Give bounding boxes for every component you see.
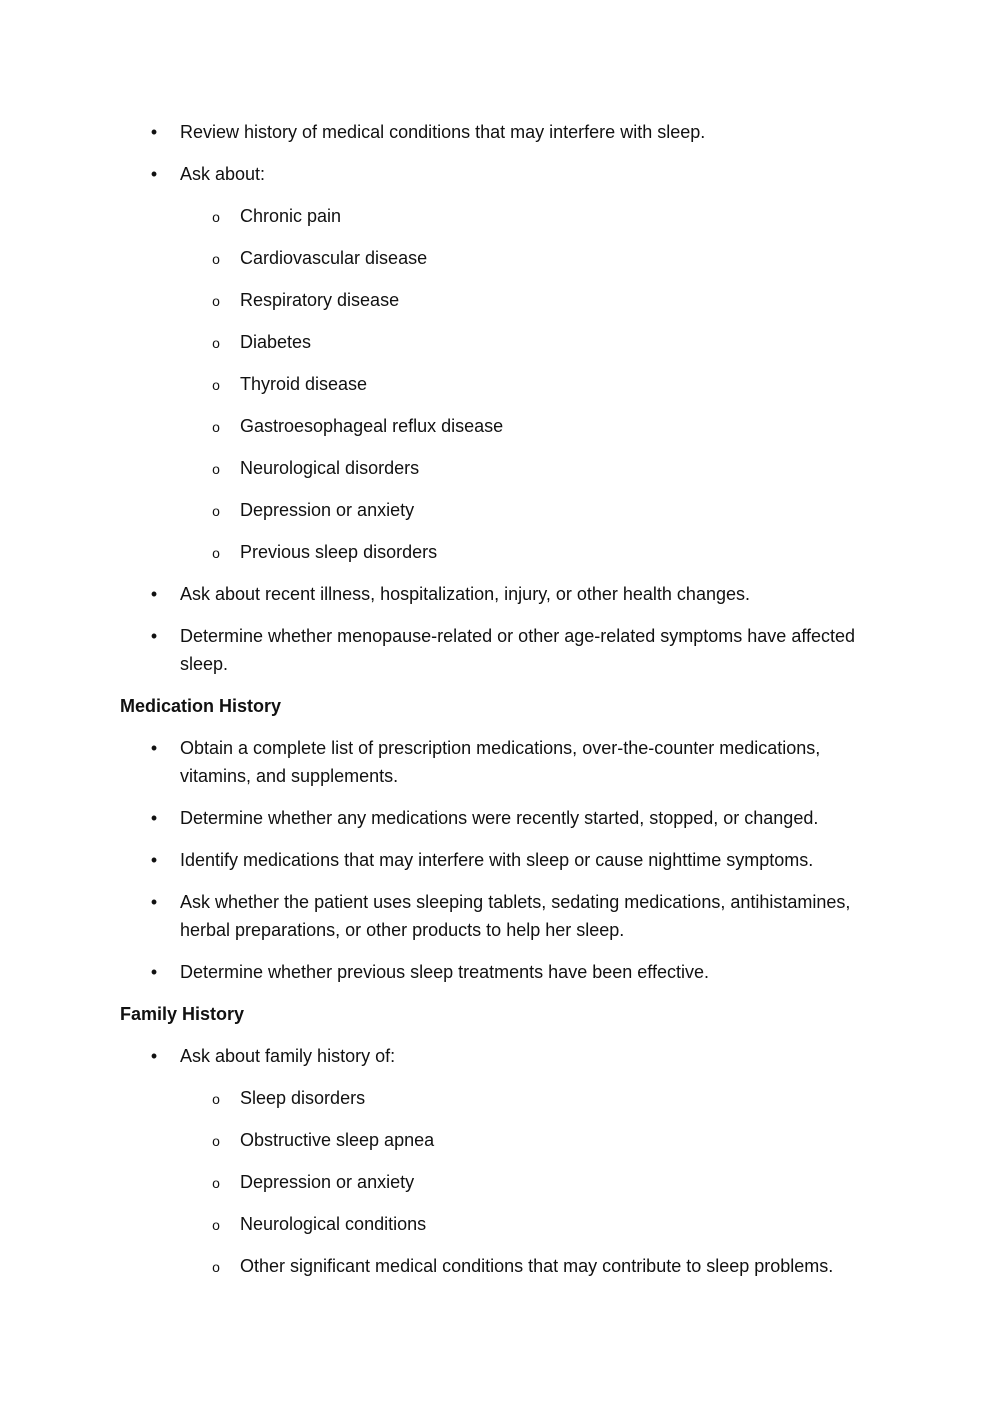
- circle-bullet-icon: o: [212, 503, 220, 519]
- sub-list-item-text: Thyroid disease: [240, 374, 368, 394]
- bullet-icon: •: [150, 584, 158, 604]
- sub-list-item-text: Respiratory disease: [240, 290, 400, 310]
- circle-bullet-icon: o: [212, 545, 220, 561]
- sub-list-item: [120, 412, 880, 440]
- document-section: [120, 1000, 880, 1280]
- sub-list-item-text: Chronic pain: [240, 206, 342, 226]
- list-item: [120, 804, 880, 832]
- circle-bullet-icon: o: [212, 1133, 220, 1149]
- circle-bullet-icon: o: [212, 209, 220, 225]
- sub-list-item-text: Depression or anxiety: [240, 500, 415, 520]
- sub-list-item-text: Diabetes: [240, 332, 312, 352]
- circle-bullet-icon: o: [212, 1091, 220, 1107]
- list-item: [120, 622, 880, 678]
- document-section: [120, 692, 880, 986]
- document-body: [120, 118, 880, 1294]
- bullet-icon: •: [150, 892, 158, 912]
- sub-list-item-text: Sleep disorders: [240, 1088, 366, 1108]
- sub-list-item: [120, 286, 880, 314]
- sub-list-item: [120, 1168, 880, 1196]
- sub-list-item: [120, 370, 880, 398]
- list-item-text: Ask about recent illness, hospitalization, injury, or other health changes.: [180, 584, 750, 604]
- section-heading: Medication History: [120, 696, 282, 716]
- list-item: [120, 888, 880, 944]
- bullet-icon: •: [150, 1046, 158, 1066]
- bullet-icon: •: [150, 122, 158, 142]
- list-item-text: Determine whether any medications were recently started, stopped, or changed.: [180, 808, 819, 828]
- list-item: [120, 118, 880, 146]
- circle-bullet-icon: o: [212, 335, 220, 351]
- list-item-text: Ask about:: [180, 164, 266, 184]
- circle-bullet-icon: o: [212, 377, 220, 393]
- sub-list-item: [120, 1084, 880, 1112]
- section-heading: Family History: [120, 1004, 245, 1024]
- sub-list-item: [120, 202, 880, 230]
- sub-list-item: [120, 1252, 880, 1280]
- list-item-text: Ask whether the patient uses sleeping tablets, sedating medications, antihistamines, herbal preparations, or other products to help her sleep.: [180, 892, 851, 940]
- sub-list-item-text: Depression or anxiety: [240, 1172, 415, 1192]
- sub-list-item-text: Obstructive sleep apnea: [240, 1130, 435, 1150]
- sub-list-item-text: Other significant medical conditions that may contribute to sleep problems.: [240, 1256, 834, 1276]
- sub-list-item: [120, 244, 880, 272]
- sub-list-item: [120, 1210, 880, 1238]
- sub-list-item: [120, 1126, 880, 1154]
- sub-list-item: [120, 454, 880, 482]
- list-item: [120, 160, 880, 188]
- sub-list-item-text: Previous sleep disorders: [240, 542, 438, 562]
- list-item-text: Identify medications that may interfere with sleep or cause nighttime symptoms.: [180, 850, 814, 870]
- circle-bullet-icon: o: [212, 1259, 220, 1275]
- list-item-text: Review history of medical conditions that may interfere with sleep.: [180, 122, 706, 142]
- list-item: [120, 846, 880, 874]
- list-item: [120, 1042, 880, 1070]
- document-section: [120, 118, 880, 678]
- circle-bullet-icon: o: [212, 251, 220, 267]
- bullet-icon: •: [150, 738, 158, 758]
- circle-bullet-icon: o: [212, 293, 220, 309]
- list-item-text: Determine whether menopause-related or other age-related symptoms have affected sleep.: [180, 626, 856, 674]
- list-item-text: Ask about family history of:: [180, 1046, 396, 1066]
- sub-list-item: [120, 538, 880, 566]
- list-item: [120, 734, 880, 790]
- list-item: [120, 958, 880, 986]
- bullet-icon: •: [150, 850, 158, 870]
- sub-list-item-text: Neurological conditions: [240, 1214, 427, 1234]
- bullet-icon: •: [150, 962, 158, 982]
- circle-bullet-icon: o: [212, 1217, 220, 1233]
- circle-bullet-icon: o: [212, 461, 220, 477]
- bullet-icon: •: [150, 808, 158, 828]
- list-item-text: Obtain a complete list of prescription medications, over-the-counter medications, vitamins, and supplements.: [180, 738, 821, 786]
- sub-list-item-text: Cardiovascular disease: [240, 248, 428, 268]
- sub-list-item: [120, 496, 880, 524]
- circle-bullet-icon: o: [212, 1175, 220, 1191]
- list-item: [120, 580, 880, 608]
- sub-list-item: [120, 328, 880, 356]
- list-item-text: Determine whether previous sleep treatments have been effective.: [180, 962, 709, 982]
- sub-list-item-text: Neurological disorders: [240, 458, 420, 478]
- bullet-icon: •: [150, 626, 158, 646]
- bullet-icon: •: [150, 164, 158, 184]
- sub-list-item-text: Gastroesophageal reflux disease: [240, 416, 504, 436]
- circle-bullet-icon: o: [212, 419, 220, 435]
